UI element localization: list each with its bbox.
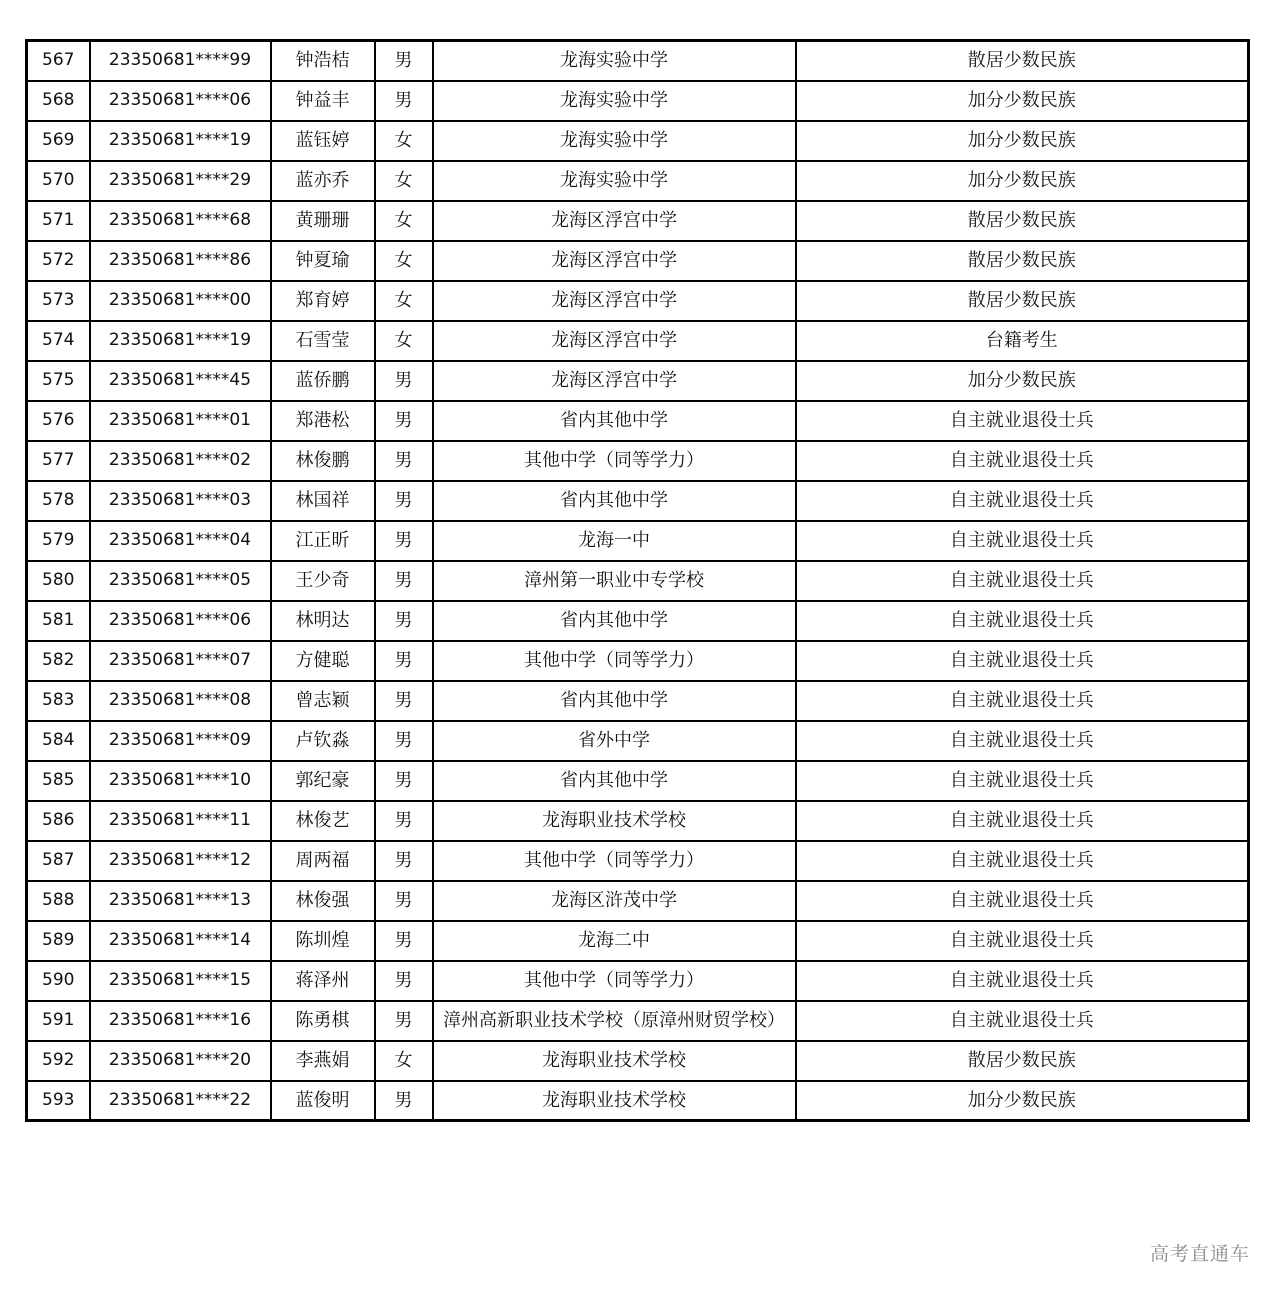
table-row: [27, 161, 1249, 201]
table-row: [27, 921, 1249, 961]
exam-id-cell: 23350681****20: [90, 1041, 271, 1081]
school-cell: 龙海区浮宫中学: [433, 321, 796, 361]
table-row: [27, 321, 1249, 361]
category-cell: 散居少数民族: [796, 241, 1249, 281]
row-number-cell: 593: [27, 1081, 90, 1121]
exam-id-cell: 23350681****12: [90, 841, 271, 881]
school-cell: 省内其他中学: [433, 401, 796, 441]
exam-id-cell: 23350681****04: [90, 521, 271, 561]
row-number-cell: 582: [27, 641, 90, 681]
row-number-cell: 590: [27, 961, 90, 1001]
school-cell: 龙海区浮宫中学: [433, 201, 796, 241]
student-name-cell: 蓝亦乔: [271, 161, 375, 201]
category-cell: 自主就业退役士兵: [796, 761, 1249, 801]
gender-cell: 男: [375, 721, 433, 761]
school-cell: 龙海二中: [433, 921, 796, 961]
gender-cell: 男: [375, 481, 433, 521]
gender-cell: 女: [375, 201, 433, 241]
table-row: [27, 961, 1249, 1001]
table-row: [27, 401, 1249, 441]
exam-id-cell: 23350681****02: [90, 441, 271, 481]
student-name-cell: 蓝侨鹏: [271, 361, 375, 401]
student-name-cell: 曾志颖: [271, 681, 375, 721]
table-row: [27, 361, 1249, 401]
category-cell: 自主就业退役士兵: [796, 881, 1249, 921]
school-cell: 龙海职业技术学校: [433, 1081, 796, 1121]
exam-id-cell: 23350681****15: [90, 961, 271, 1001]
category-cell: 自主就业退役士兵: [796, 721, 1249, 761]
category-cell: 自主就业退役士兵: [796, 681, 1249, 721]
exam-id-cell: 23350681****09: [90, 721, 271, 761]
category-cell: 自主就业退役士兵: [796, 561, 1249, 601]
gender-cell: 男: [375, 441, 433, 481]
table-row: [27, 201, 1249, 241]
gender-cell: 男: [375, 841, 433, 881]
student-name-cell: 钟夏瑜: [271, 241, 375, 281]
school-cell: 龙海实验中学: [433, 121, 796, 161]
exam-id-cell: 23350681****13: [90, 881, 271, 921]
student-name-cell: 蓝俊明: [271, 1081, 375, 1121]
row-number-cell: 579: [27, 521, 90, 561]
category-cell: 散居少数民族: [796, 41, 1249, 81]
row-number-cell: 581: [27, 601, 90, 641]
school-cell: 省内其他中学: [433, 761, 796, 801]
school-cell: 其他中学（同等学力）: [433, 961, 796, 1001]
exam-id-cell: 23350681****00: [90, 281, 271, 321]
table-row: [27, 41, 1249, 81]
student-name-cell: 林俊强: [271, 881, 375, 921]
gender-cell: 女: [375, 1041, 433, 1081]
table-row: [27, 1081, 1249, 1121]
school-cell: 龙海实验中学: [433, 81, 796, 121]
exam-id-cell: 23350681****14: [90, 921, 271, 961]
table-row: [27, 1041, 1249, 1081]
category-cell: 加分少数民族: [796, 81, 1249, 121]
student-name-cell: 郑港松: [271, 401, 375, 441]
category-cell: 自主就业退役士兵: [796, 401, 1249, 441]
row-number-cell: 585: [27, 761, 90, 801]
exam-id-cell: 23350681****06: [90, 81, 271, 121]
category-cell: 散居少数民族: [796, 281, 1249, 321]
student-name-cell: 林俊艺: [271, 801, 375, 841]
exam-id-cell: 23350681****06: [90, 601, 271, 641]
school-cell: 龙海职业技术学校: [433, 1041, 796, 1081]
school-cell: 其他中学（同等学力）: [433, 641, 796, 681]
category-cell: 加分少数民族: [796, 161, 1249, 201]
row-number-cell: 574: [27, 321, 90, 361]
gender-cell: 男: [375, 801, 433, 841]
table-row: [27, 801, 1249, 841]
student-name-cell: 方健聪: [271, 641, 375, 681]
exam-id-cell: 23350681****19: [90, 321, 271, 361]
row-number-cell: 578: [27, 481, 90, 521]
gender-cell: 男: [375, 361, 433, 401]
exam-id-cell: 23350681****45: [90, 361, 271, 401]
student-name-cell: 王少奇: [271, 561, 375, 601]
student-name-cell: 江正昕: [271, 521, 375, 561]
table-row: [27, 561, 1249, 601]
exam-id-cell: 23350681****22: [90, 1081, 271, 1121]
row-number-cell: 588: [27, 881, 90, 921]
exam-id-cell: 23350681****99: [90, 41, 271, 81]
category-cell: 自主就业退役士兵: [796, 441, 1249, 481]
exam-id-cell: 23350681****05: [90, 561, 271, 601]
gender-cell: 男: [375, 881, 433, 921]
category-cell: 台籍考生: [796, 321, 1249, 361]
category-cell: 自主就业退役士兵: [796, 521, 1249, 561]
row-number-cell: 567: [27, 41, 90, 81]
table-row: [27, 841, 1249, 881]
student-name-cell: 陈圳煌: [271, 921, 375, 961]
row-number-cell: 572: [27, 241, 90, 281]
gender-cell: 女: [375, 321, 433, 361]
table-row: [27, 441, 1249, 481]
exam-id-cell: 23350681****16: [90, 1001, 271, 1041]
gender-cell: 男: [375, 961, 433, 1001]
row-number-cell: 592: [27, 1041, 90, 1081]
student-name-cell: 郑育婷: [271, 281, 375, 321]
gender-cell: 男: [375, 641, 433, 681]
student-name-cell: 李燕娟: [271, 1041, 375, 1081]
gender-cell: 男: [375, 1081, 433, 1121]
roster-table: [25, 39, 1250, 1122]
exam-id-cell: 23350681****11: [90, 801, 271, 841]
school-cell: 省外中学: [433, 721, 796, 761]
school-cell: 其他中学（同等学力）: [433, 441, 796, 481]
school-cell: 龙海一中: [433, 521, 796, 561]
category-cell: 自主就业退役士兵: [796, 921, 1249, 961]
school-cell: 龙海实验中学: [433, 41, 796, 81]
table-row: [27, 721, 1249, 761]
category-cell: 自主就业退役士兵: [796, 481, 1249, 521]
student-name-cell: 蓝钰婷: [271, 121, 375, 161]
table-row: [27, 81, 1249, 121]
category-cell: 自主就业退役士兵: [796, 841, 1249, 881]
school-cell: 龙海区浮宫中学: [433, 361, 796, 401]
student-name-cell: 钟浩桔: [271, 41, 375, 81]
gender-cell: 男: [375, 761, 433, 801]
exam-id-cell: 23350681****10: [90, 761, 271, 801]
school-cell: 省内其他中学: [433, 481, 796, 521]
gender-cell: 男: [375, 81, 433, 121]
table-row: [27, 761, 1249, 801]
exam-id-cell: 23350681****86: [90, 241, 271, 281]
gender-cell: 男: [375, 561, 433, 601]
exam-id-cell: 23350681****07: [90, 641, 271, 681]
gender-cell: 女: [375, 281, 433, 321]
gender-cell: 女: [375, 241, 433, 281]
category-cell: 加分少数民族: [796, 1081, 1249, 1121]
exam-id-cell: 23350681****19: [90, 121, 271, 161]
table-row: [27, 881, 1249, 921]
row-number-cell: 583: [27, 681, 90, 721]
row-number-cell: 568: [27, 81, 90, 121]
gender-cell: 男: [375, 521, 433, 561]
school-cell: 龙海实验中学: [433, 161, 796, 201]
row-number-cell: 573: [27, 281, 90, 321]
table-row: [27, 241, 1249, 281]
watermark-text: 高考直通车: [1149, 1243, 1250, 1265]
category-cell: 散居少数民族: [796, 201, 1249, 241]
row-number-cell: 586: [27, 801, 90, 841]
school-cell: 龙海区浮宫中学: [433, 281, 796, 321]
row-number-cell: 591: [27, 1001, 90, 1041]
student-name-cell: 石雪莹: [271, 321, 375, 361]
student-name-cell: 钟益丰: [271, 81, 375, 121]
school-cell: 龙海区浒茂中学: [433, 881, 796, 921]
school-cell: 漳州高新职业技术学校（原漳州财贸学校）: [433, 1001, 796, 1041]
exam-id-cell: 23350681****29: [90, 161, 271, 201]
table-row: [27, 1001, 1249, 1041]
category-cell: 散居少数民族: [796, 1041, 1249, 1081]
gender-cell: 男: [375, 401, 433, 441]
table-row: [27, 641, 1249, 681]
row-number-cell: 569: [27, 121, 90, 161]
gender-cell: 男: [375, 921, 433, 961]
student-name-cell: 蒋泽州: [271, 961, 375, 1001]
student-name-cell: 郭纪豪: [271, 761, 375, 801]
row-number-cell: 589: [27, 921, 90, 961]
exam-id-cell: 23350681****08: [90, 681, 271, 721]
school-cell: 龙海职业技术学校: [433, 801, 796, 841]
gender-cell: 女: [375, 161, 433, 201]
row-number-cell: 577: [27, 441, 90, 481]
student-name-cell: 陈勇棋: [271, 1001, 375, 1041]
row-number-cell: 575: [27, 361, 90, 401]
school-cell: 省内其他中学: [433, 681, 796, 721]
table-row: [27, 601, 1249, 641]
school-cell: 漳州第一职业中专学校: [433, 561, 796, 601]
school-cell: 其他中学（同等学力）: [433, 841, 796, 881]
row-number-cell: 570: [27, 161, 90, 201]
student-name-cell: 林俊鹏: [271, 441, 375, 481]
exam-id-cell: 23350681****01: [90, 401, 271, 441]
table-row: [27, 281, 1249, 321]
category-cell: 自主就业退役士兵: [796, 801, 1249, 841]
roster-table-body: [27, 41, 1249, 1121]
category-cell: 自主就业退役士兵: [796, 961, 1249, 1001]
gender-cell: 女: [375, 121, 433, 161]
row-number-cell: 584: [27, 721, 90, 761]
row-number-cell: 580: [27, 561, 90, 601]
gender-cell: 男: [375, 681, 433, 721]
category-cell: 自主就业退役士兵: [796, 601, 1249, 641]
student-name-cell: 林明达: [271, 601, 375, 641]
gender-cell: 男: [375, 601, 433, 641]
category-cell: 加分少数民族: [796, 361, 1249, 401]
table-row: [27, 521, 1249, 561]
school-cell: 龙海区浮宫中学: [433, 241, 796, 281]
exam-id-cell: 23350681****03: [90, 481, 271, 521]
row-number-cell: 587: [27, 841, 90, 881]
row-number-cell: 571: [27, 201, 90, 241]
school-cell: 省内其他中学: [433, 601, 796, 641]
gender-cell: 男: [375, 1001, 433, 1041]
student-name-cell: 卢钦淼: [271, 721, 375, 761]
student-name-cell: 黄珊珊: [271, 201, 375, 241]
exam-id-cell: 23350681****68: [90, 201, 271, 241]
table-row: [27, 681, 1249, 721]
category-cell: 自主就业退役士兵: [796, 641, 1249, 681]
category-cell: 加分少数民族: [796, 121, 1249, 161]
category-cell: 自主就业退役士兵: [796, 1001, 1249, 1041]
row-number-cell: 576: [27, 401, 90, 441]
table-row: [27, 481, 1249, 521]
gender-cell: 男: [375, 41, 433, 81]
table-row: [27, 121, 1249, 161]
student-name-cell: 林国祥: [271, 481, 375, 521]
student-name-cell: 周两福: [271, 841, 375, 881]
